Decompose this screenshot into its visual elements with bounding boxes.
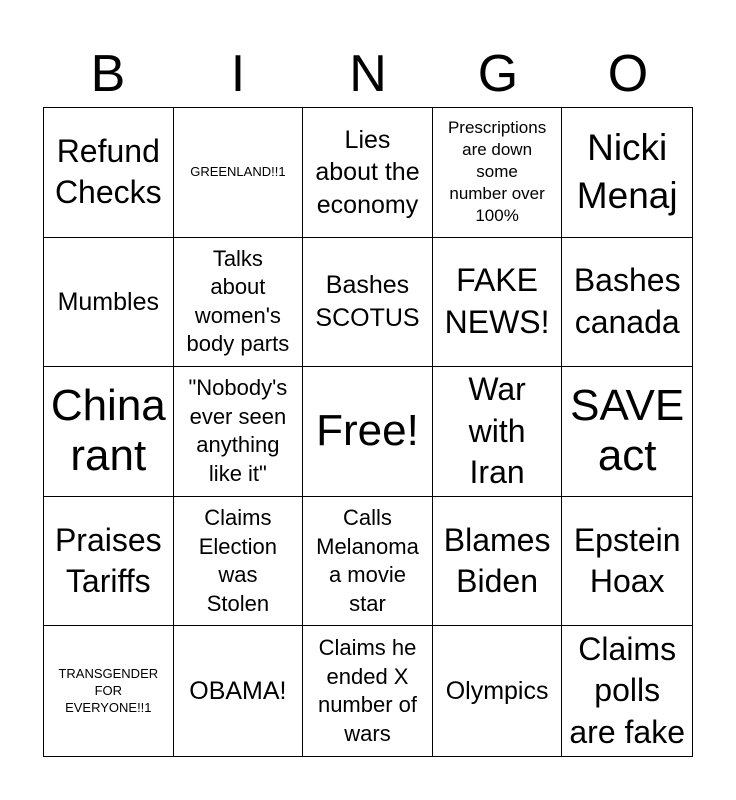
bingo-cell-bashes-scotus[interactable] xyxy=(303,238,433,368)
cell-label: TRANSGENDER FOR EVERYONE!!1 xyxy=(58,665,159,715)
header-letter-i: I xyxy=(230,45,246,103)
bingo-cell-epstein-hoax[interactable] xyxy=(562,497,692,627)
cell-label: Refund Checks xyxy=(54,132,162,211)
bingo-cell-nobody-seen[interactable] xyxy=(174,367,304,497)
bingo-cell-nicki-menaj[interactable] xyxy=(562,108,692,238)
cell-label: Claims he ended X number of wars xyxy=(317,635,418,746)
cell-label: GREENLAND!!1 xyxy=(190,163,286,179)
bingo-cell-prescriptions[interactable] xyxy=(433,108,563,238)
cell-label: Epstein Hoax xyxy=(573,521,681,600)
cell-label: "Nobody's ever seen anything like it" xyxy=(188,375,288,487)
cell-label: Claims polls are fake xyxy=(569,630,685,750)
bingo-cell-obama[interactable] xyxy=(174,626,304,756)
cell-label: Talks about women's body parts xyxy=(186,245,290,357)
bingo-cell-election-stolen[interactable] xyxy=(174,497,304,627)
cell-label: Praises Tariffs xyxy=(54,521,162,600)
cell-label: Nicki Menaj xyxy=(576,127,678,217)
bingo-cell-save-act[interactable] xyxy=(562,367,692,497)
header-letter-g: G xyxy=(477,45,519,103)
header-letter-n: N xyxy=(349,45,387,103)
cell-label: Bashes SCOTUS xyxy=(315,271,420,332)
cell-label: Blames Biden xyxy=(443,521,551,600)
cell-label: Bashes canada xyxy=(573,262,681,340)
cell-label: Lies about the economy xyxy=(315,125,420,219)
cell-label: Mumbles xyxy=(57,287,159,316)
cell-label: SAVE act xyxy=(570,380,685,481)
cell-label: FAKE NEWS! xyxy=(444,262,550,340)
bingo-cell-bashes-canada[interactable] xyxy=(562,238,692,368)
bingo-cell-transgender[interactable] xyxy=(44,626,174,756)
bingo-cell-womens-body-parts[interactable] xyxy=(174,238,304,368)
bingo-cell-lies-economy[interactable] xyxy=(303,108,433,238)
cell-label: Calls Melanoma a movie star xyxy=(316,504,419,616)
cell-label: Prescriptions are down some number over 100% xyxy=(447,118,547,226)
bingo-cell-praises-tariffs[interactable] xyxy=(44,497,174,627)
header-letter-b: B xyxy=(90,45,126,103)
cell-label: China rant xyxy=(50,380,166,481)
bingo-cell-war-with-iran[interactable] xyxy=(433,367,563,497)
bingo-board xyxy=(43,107,693,757)
cell-label: Olympics xyxy=(445,676,549,705)
bingo-cell-blames-biden[interactable] xyxy=(433,497,563,627)
bingo-header xyxy=(43,40,693,108)
bingo-cell-ended-wars[interactable] xyxy=(303,626,433,756)
bingo-cell-polls-fake[interactable] xyxy=(562,626,692,756)
cell-label: Free! xyxy=(316,406,419,456)
cell-label: OBAMA! xyxy=(189,676,287,705)
cell-label: War with Iran xyxy=(468,371,526,491)
bingo-cell-greenland[interactable] xyxy=(174,108,304,238)
header-letter-o: O xyxy=(607,45,649,103)
bingo-cell-olympics[interactable] xyxy=(433,626,563,756)
cell-label: Claims Election was Stolen xyxy=(198,504,278,616)
bingo-cell-fake-news[interactable] xyxy=(433,238,563,368)
bingo-cell-free-space[interactable] xyxy=(303,367,433,497)
bingo-cell-refund-checks[interactable] xyxy=(44,108,174,238)
bingo-cell-mumbles[interactable] xyxy=(44,238,174,368)
bingo-cell-melanoma[interactable] xyxy=(303,497,433,627)
bingo-cell-china-rant[interactable] xyxy=(44,367,174,497)
